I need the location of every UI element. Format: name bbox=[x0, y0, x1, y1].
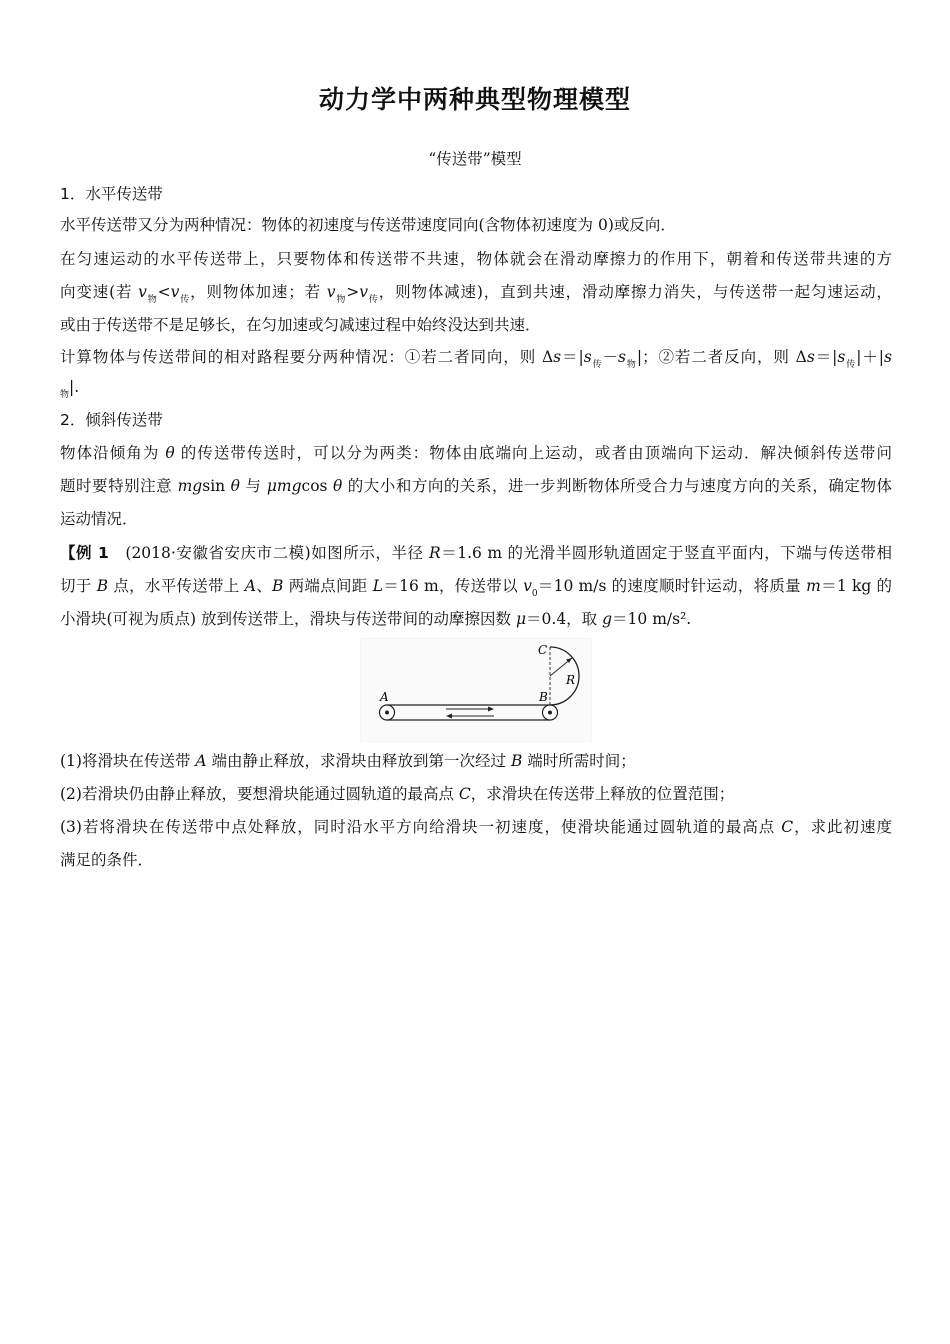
section1-heading: 1．水平传送带 bbox=[60, 185, 163, 203]
example-marker: 【例 1 bbox=[60, 544, 109, 562]
question3-line1: (3)若将滑块在传送带中点处释放，同时沿水平方向给滑块一初速度，使滑块能通过圆轨道的最高点 C，求此初速度 bbox=[60, 818, 892, 836]
page-title: 动力学中两种典型物理模型 bbox=[318, 85, 631, 114]
label-a: A bbox=[380, 690, 389, 704]
section2-heading: 2．倾斜传送带 bbox=[60, 411, 163, 429]
section1-paragraph2-line2: 向变速(若 $v_物<v_传$，则物体加速；若 $v_物>v_传$，则物体减速)，直到共速，滑动摩擦力消失，与传送带一起匀速运动， bbox=[60, 283, 892, 305]
label-b: B bbox=[539, 690, 548, 704]
conveyor-belt-figure bbox=[360, 638, 592, 742]
section2-line3: 运动情况． bbox=[60, 510, 138, 528]
section2-line2: 题时要特别注意 mgsin θ 与 μmgcos θ 的大小和方向的关系，进一步判断物体所受合力与速度方向的关系，确定物体 bbox=[60, 477, 892, 495]
question2: (2)若滑块仍由静止释放，要想滑块能通过圆轨道的最高点 C，求滑块在传送带上释放的位置范围； bbox=[60, 785, 735, 803]
example1-line1: 【例 1 (2018·安徽省安庆市二模)如图所示，半径 R＝1.6 m 的光滑半圆形轨道固定于竖直平面内，下端与传送带相 bbox=[60, 544, 892, 562]
section1-paragraph1: 水平传送带又分为两种情况：物体的初速度与传送带速度同向(含物体初速度为 0)或反向． bbox=[60, 216, 676, 234]
section-subtitle: “传送带”模型 bbox=[428, 150, 522, 168]
section1-paragraph3-line1: 计算物体与传送带间的相对路程要分两种情况：①若二者同向，则 $\Delta s=|s_传-s_物|$；②若二者反向，则 $\Delta s=|s_传|+|s$ bbox=[60, 348, 892, 370]
example1-line2: 切于 B 点，水平传送带上 A、B 两端点间距 L＝16 m，传送带以 $v_0=10$ m/s 的速度顺时针运动，将质量 m＝1 kg 的 bbox=[60, 577, 892, 599]
question1: (1)将滑块在传送带 A 端由静止释放，求滑块由释放到第一次经过 B 端时所需时间； bbox=[60, 752, 636, 770]
section1-paragraph2-line3: 或由于传送带不是足够长，在匀加速或匀减速过程中始终没达到共速． bbox=[60, 316, 541, 334]
section1-paragraph2-line1: 在匀速运动的水平传送带上，只要物体和传送带不共速，物体就会在滑动摩擦力的作用下，朝着和传送带共速的方 bbox=[60, 250, 892, 268]
example1-line3: 小滑块(可视为质点) 放到传送带上，滑块与传送带间的动摩擦因数 μ＝0.4，取 g＝10 m/s². bbox=[60, 610, 692, 628]
label-c: C bbox=[538, 643, 548, 657]
label-r: R bbox=[566, 673, 576, 687]
section1-paragraph3-line2: $_物$|. bbox=[60, 378, 80, 400]
section2-line1: 物体沿倾角为 θ 的传送带传送时，可以分为两类：物体由底端向上运动，或者由顶端向下运动．解决倾斜传送带问 bbox=[60, 444, 892, 462]
question3-line2: 满足的条件． bbox=[60, 851, 154, 869]
